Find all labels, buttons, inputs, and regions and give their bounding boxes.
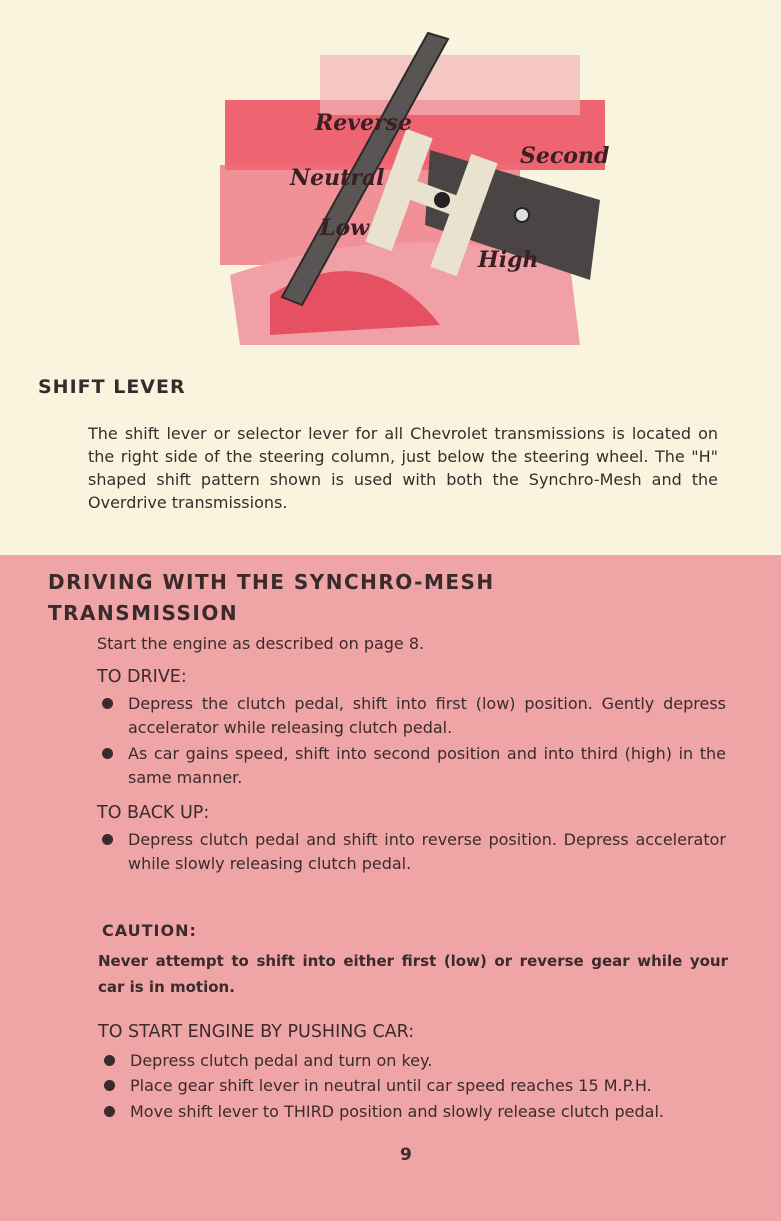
push-start-item [130, 1100, 664, 1124]
to-back-up-item [128, 828, 726, 876]
bullet-icon [102, 748, 113, 759]
synchro-heading-line1: DRIVING WITH THE SYNCHRO-MESH [48, 570, 495, 594]
caution-label: CAUTION: [102, 921, 197, 940]
push-start-item [130, 1074, 652, 1098]
to-back-up-label: TO BACK UP: [97, 803, 210, 823]
gear-label-reverse: Reverse [315, 110, 413, 136]
gear-label-neutral: Neutral [290, 165, 385, 191]
push-start-label: TO START ENGINE BY PUSHING CAR: [98, 1022, 415, 1042]
shift-lever-body: The shift lever or selector lever for all Chevrolet transmissions is located on the right side of the steering column, just below the steering wheel. The "H" shaped shift pattern shown is used with both the Synchro-Mesh and the Overdrive transmissions. [88, 424, 718, 512]
item-text: Place gear shift lever in neutral until car speed reaches 15 M.P.H. [130, 1076, 652, 1095]
shift-lever-heading: SHIFT LEVER [38, 376, 186, 398]
synchro-intro: Start the engine as described on page 8. [97, 634, 425, 653]
bullet-icon [104, 1080, 115, 1091]
to-drive-item [128, 742, 726, 790]
bullet-icon [104, 1055, 115, 1066]
to-drive-item [128, 692, 726, 740]
bullet-icon [102, 834, 113, 845]
steering-column-drawing [210, 25, 630, 365]
bullet-icon [102, 698, 113, 709]
page-number: 9 [400, 1145, 412, 1165]
item-text: As car gains speed, shift into second position and into third (high) in the same manner. [128, 744, 726, 787]
shift-lever-illustration [210, 25, 630, 365]
gear-label-second: Second [520, 143, 610, 169]
caution-text: Never attempt to shift into either first (low) or reverse gear while your car is in motion. [98, 952, 728, 996]
synchro-heading-line2: TRANSMISSION [48, 601, 239, 625]
bullet-icon [104, 1106, 115, 1117]
push-start-item [130, 1049, 432, 1073]
to-drive-label: TO DRIVE: [97, 667, 187, 687]
gear-label-low: Low [320, 215, 370, 241]
item-text: Depress the clutch pedal, shift into first (low) position. Gently depress accelerator while releasing clutch pedal. [128, 694, 726, 737]
gear-label-high: High [478, 247, 539, 273]
item-text: Depress clutch pedal and turn on key. [130, 1051, 433, 1070]
item-text: Depress clutch pedal and shift into reverse position. Depress accelerator while slowly releasing clutch pedal. [128, 830, 726, 873]
item-text: Move shift lever to THIRD position and slowly release clutch pedal. [130, 1102, 664, 1121]
